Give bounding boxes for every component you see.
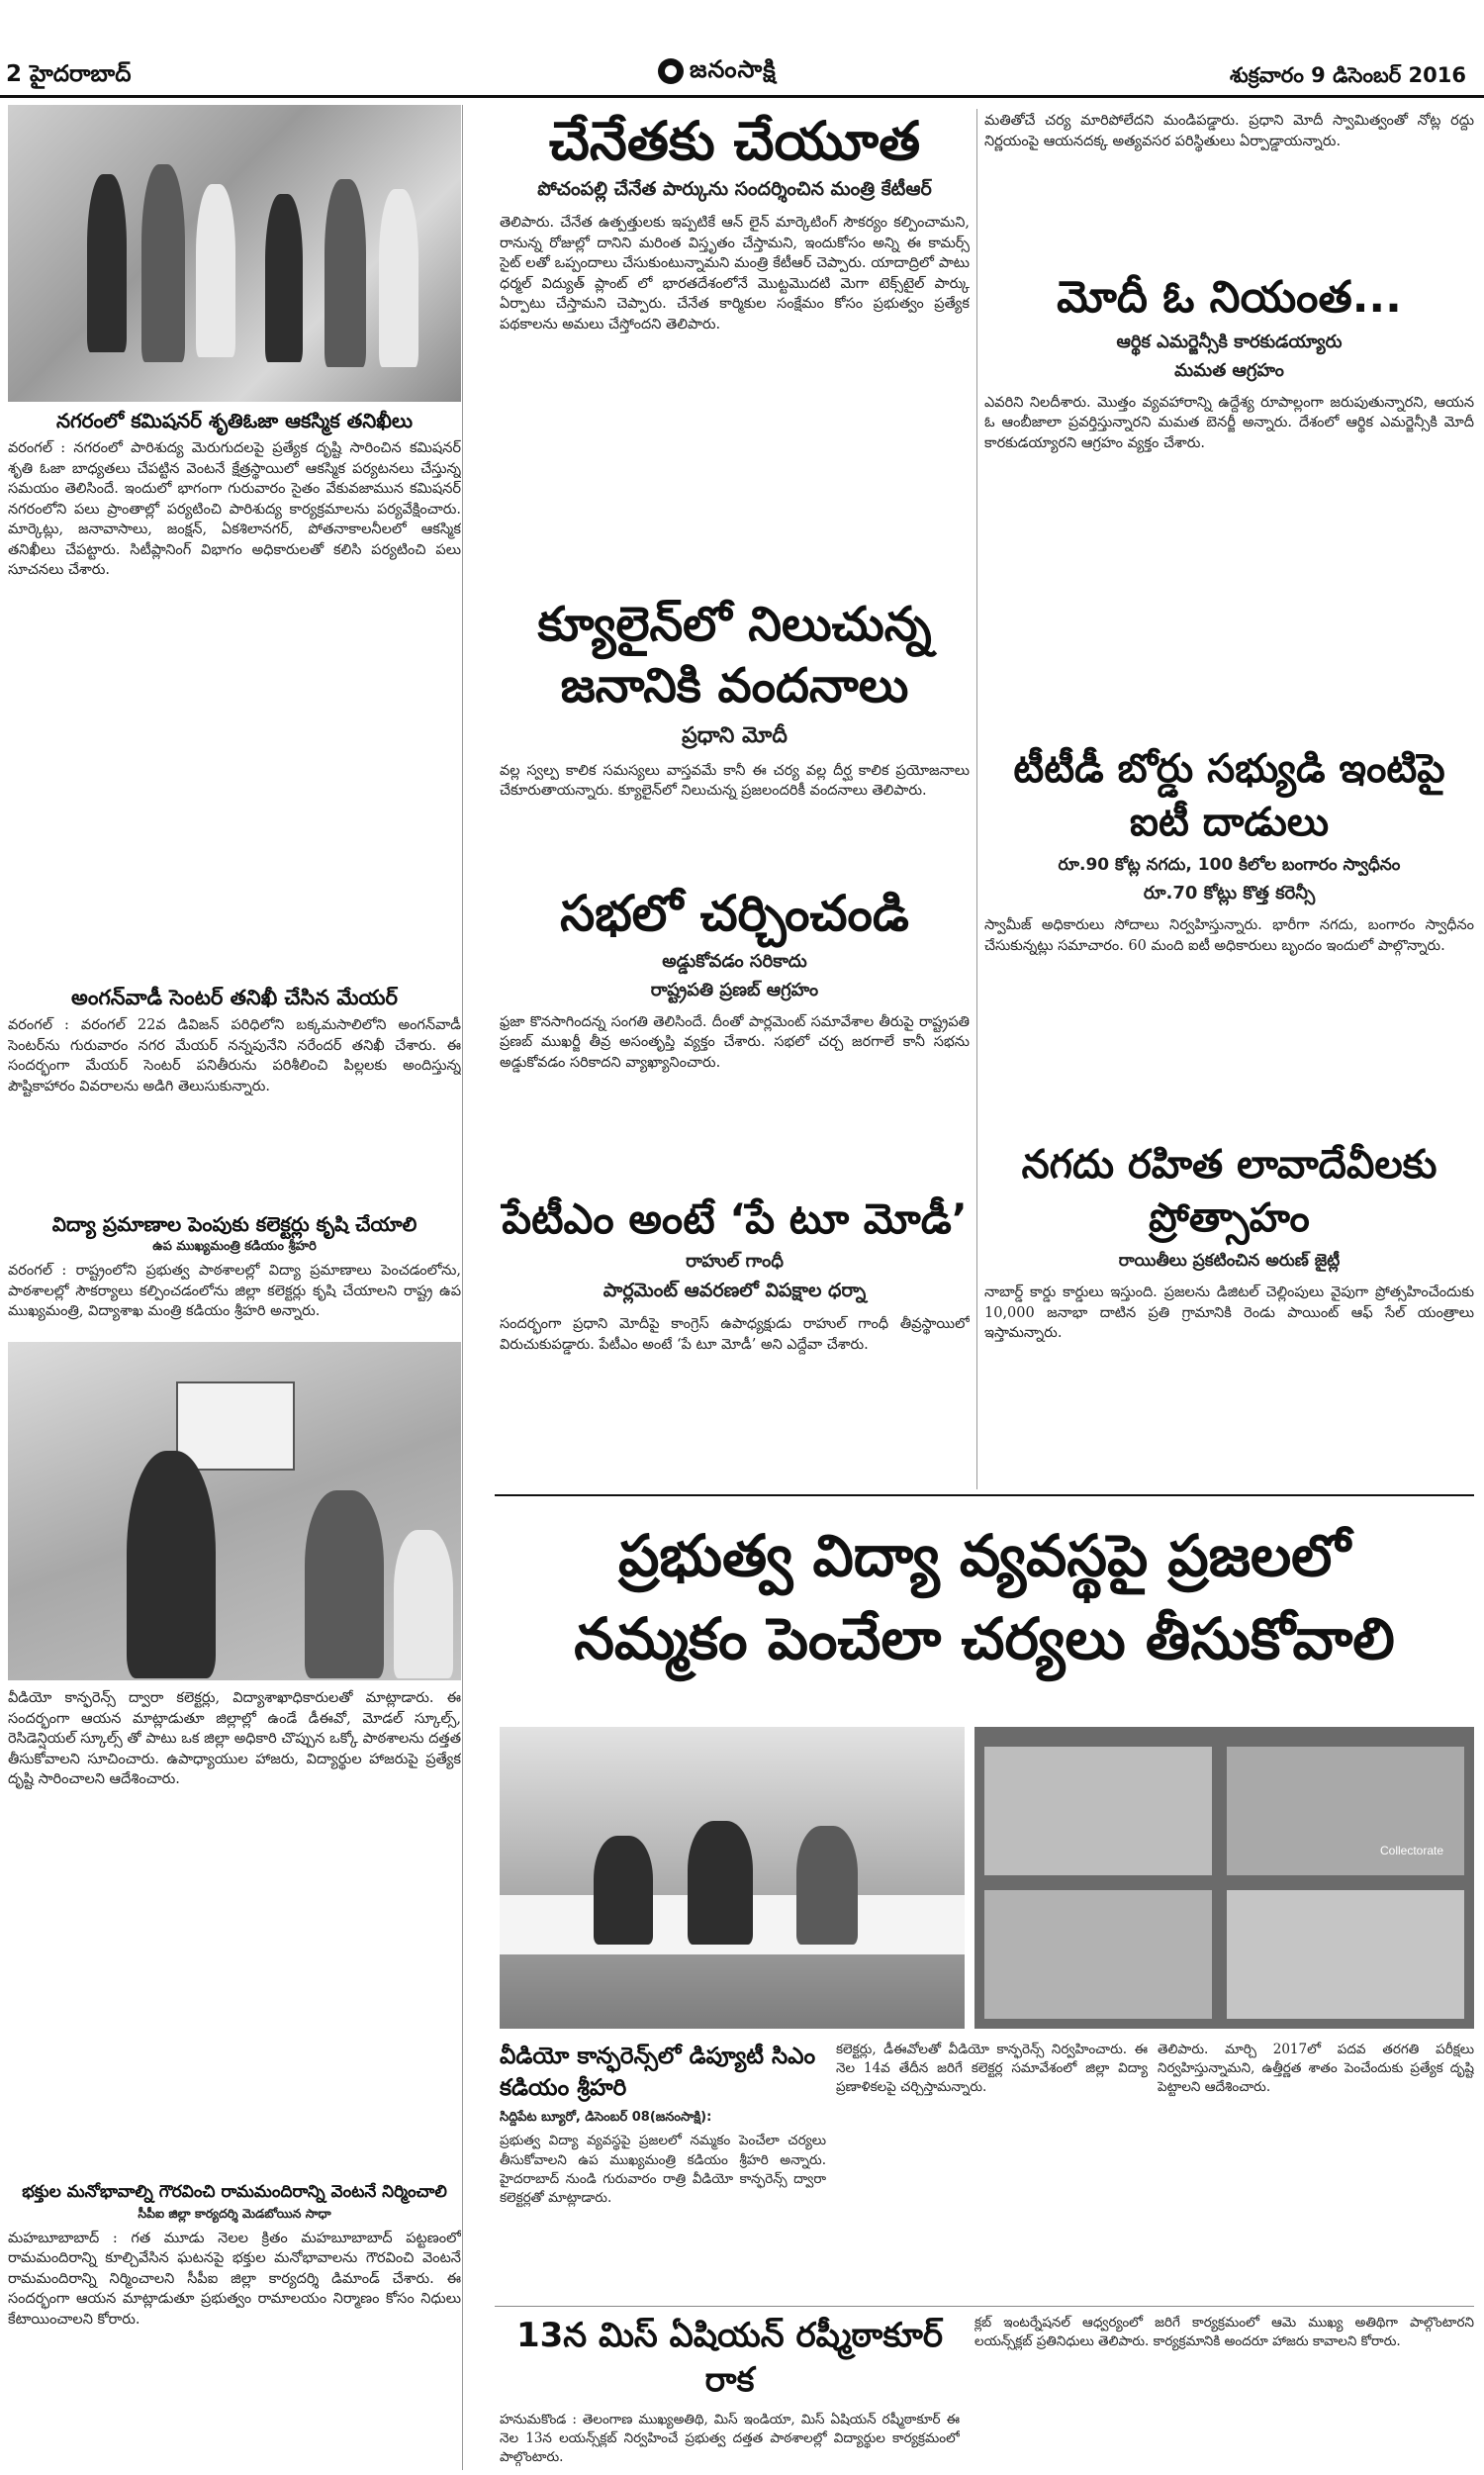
subhead-disrupt: అడ్డుకోవడం సరికాదు bbox=[662, 950, 807, 972]
subhead-dharna: పార్లమెంట్ ఆవరణలో విపక్షాల ధర్నా bbox=[603, 1280, 867, 1302]
story-miss-asian-body: హనుమకొండ : తెలంగాణ ముఖ్యఅతిథి, మిస్ ఇండియా, మిస్ ఏషియన్ రష్మీఠాకూర్ ఈ నెల 13న లయన్స్‌క్లబ్ నిర్వహించే ప్రభుత్వ దత్తత పాఠశాలల్లో విద్యార్థుల కార్యక్రమంలో పాల్గొంటారు. bbox=[500, 2411, 960, 2466]
headline-queue: క్యూలైన్‌లో నిలుచున్న జనానికి వందనాలు bbox=[537, 597, 932, 714]
story-cashless-body: నాబార్డ్ కార్డు కార్డులు ఇస్తుంది. ప్రజలను డిజిటల్ చెల్లింపులు వైపుగా ప్రోత్సహించేందుకు 10,000 జనాభా దాటిన ప్రతి గ్రామానికి రెండు పాయింట్ ఆఫ్ సేల్ యంత్రాలు ఇస్తామన్నారు. bbox=[984, 1285, 1474, 1342]
headline-parliament: సభలో చర్చించండి bbox=[560, 885, 909, 942]
headline-education-standards: విద్యా ప్రమాణాల పెంపుకు కలెక్టర్లు కృషి చేయాలి bbox=[51, 1212, 417, 1236]
headline-anganwadi: అంగన్‌వాడీ సెంటర్ తనిఖీ చేసిన మేయర్ bbox=[71, 986, 398, 1009]
byline-cpi: సీపీఐ జిల్లా కార్యదర్శి మెడబోయిన సాధా bbox=[138, 2205, 331, 2221]
headline-video-conf: వీడియో కాన్ఫరెన్స్‌లో డిప్యూటీ సిఎం కడియం శ్రీహరి bbox=[500, 2044, 816, 2102]
story-video-conf-body-3: తెలిపారు. మార్చి 2017లో పదవ తరగతి పరీక్షలు నిర్వహిస్తున్నామని, ఉత్తీర్ణత శాతం పెంచేందుకు ప్రత్యేక దృష్టి పెట్టాలని ఆదేశించారు. bbox=[1158, 2042, 1474, 2096]
bottom-section-rule bbox=[495, 2306, 1474, 2307]
issue-date: శుక్రవారం 9 డిసెంబర్ 2016 bbox=[1229, 63, 1466, 87]
newspaper-logo bbox=[658, 55, 828, 87]
column-divider bbox=[976, 109, 977, 1489]
headline-modi-dictator: మోదీ ఓ నియంత... bbox=[1057, 272, 1402, 323]
headline-commissioner: నగరంలో కమిషనర్ శృతిఓజా ఆకస్మిక తనిఖీలు bbox=[55, 409, 414, 432]
lead-headline: చేనేతకు చేయూత bbox=[548, 110, 921, 172]
inspection-photo bbox=[8, 105, 461, 402]
story-queue-body: వల్ల స్వల్ప కాలిక సమస్యలు వాస్తవమే కానీ ఈ చర్య వల్ల దీర్ఘ కాలిక ప్రయోజనాలు చేకూరుతాయన్నారు. క్యూలైన్‌లో నిలుచున్న ప్రజలందరికీ వందనాలు తెలిపారు. bbox=[500, 762, 970, 800]
lead-body: తెలిపారు. చేనేత ఉత్పత్తులకు ఇప్పటికే ఆన్ లైన్ మార్కెటింగ్ సౌకర్యం కల్పించామని, రానున్న రోజుల్లో దానిని మరింత విస్తృతం చేస్తామని, ఇందుకోసం అన్ని ఈ కామర్స్ సైట్ లతో ఒప్పందాలు చేసుకుంటున్నామని మంత్రి కేటీఆర్ చెప్పారు. యాదాద్రిలో పాటు ధర్మల్ విద్యుత్ ప్లాంట్ లో భారతదేశంలోనే మొట్టమొదటి మెగా టెక్స్‌టైల్ పార్కు ఏర్పాటు చేస్తామని చెప్పారు. చేనేత కార్మికుల సంక్షేమం కోసం ప్రభుత్వం ప్రత్యేక పథకాలను అమలు చేస్తోందని తెలిపారు. bbox=[500, 215, 970, 333]
byline-kadiyam: ఉప ముఖ్యమంత్రి కడియం శ్రీహరి bbox=[152, 1239, 317, 1254]
story-education-body: వరంగల్ : రాష్ట్రంలోని ప్రభుత్వ పాఠశాలల్లో విద్యా ప్రమాణాలు పెంచడంలోను, పాఠశాలల్లో సౌకర్యాలు కల్పించడంలోను జిల్లా కలెక్టర్లు కృషి చేయాలని రాష్ట్ర ఉప ముఖ్యమంత్రి, విద్యాశాఖ మంత్రి కడియం శ్రీహరి అన్నారు. bbox=[8, 1263, 461, 1320]
story-ram-mandir-body: మహబూబాబాద్ : గత మూడు నెలల క్రితం మహబూబాబాద్ పట్టణంలో రామమందిరాన్ని కూల్చివేసిన ఘటనపై భక్తుల మనోభావాలను గౌరవించి వెంటనే రామమందిరాన్ని నిర్మించాలని సీపీఐ జిల్లా కార్యదర్శి డిమాండ్ చేశారు. ఈ సందర్భంగా ఆయన మాట్లాడుతూ ప్రభుత్వం రామాలయం నిర్మాణం కోసం నిధులు కేటాయించాలని కోరారు. bbox=[8, 2230, 461, 2328]
story-modi-body: ఎవరిని నిలదీశారు. మొత్తం వ్యవహారాన్ని ఉద్దేశ్య రూపాల్లంగా జరుపుతున్నారని, ఆయన ఓ ఆంబీజాలా ప్రవర్తిస్తున్నారని మమత బెనర్జీ అన్నారు. దేశంలో ఆర్థిక ఎమర్జెన్సీకి మోదీ కారకుడయ్యారని ఆగ్రహం వ్యక్తం చేశారు. bbox=[984, 394, 1474, 451]
subhead-president: రాష్ట్రపతి ప్రణబ్ ఆగ్రహం bbox=[650, 979, 819, 1000]
banner-line-2: నమ్మకం పెంచేలా చర్యలు తీసుకోవాలి bbox=[574, 1605, 1395, 1673]
subhead-emergency: ఆర్థిక ఎమర్జెన్సీకి కారకుడయ్యారు bbox=[1116, 331, 1343, 352]
banner-line-1: ప్రభుత్వ విద్యా వ్యవస్థపై ప్రజలలో bbox=[618, 1522, 1350, 1589]
story-miss-asian-body-2: క్లబ్ ఇంటర్నేషనల్ ఆధ్వర్యంలో జరిగే కార్యక్రమంలో ఆమె ముఖ్య అతిథిగా పాల్గొంటారని లయన్స్‌క్లబ్ ప్రతినిధులు తెలిపారు. కార్యక్రమానికి అందరూ హాజరు కావాలని కోరారు. bbox=[974, 2315, 1474, 2350]
story-ttd-body: స్వామీజ్ అధికారులు సోదాలు నిర్వహిస్తున్నారు. భారీగా నగదు, బంగారం స్వాధీనం చేసుకున్నట్లు సమాచారం. 60 మంది ఐటీ అధికారులు బృందం ఇందులో పాల్గొన్నారు. bbox=[984, 917, 1474, 954]
subhead-cash-gold: రూ.90 కోట్ల నగదు, 100 కిలోల బంగారం స్వాధీనం bbox=[1058, 855, 1401, 875]
collectorate-sign: Collectorate bbox=[1380, 1844, 1444, 1857]
video-conference-photo-screens bbox=[974, 1727, 1474, 2029]
headline-cashless: నగదు రహిత లావాదేవీలకు ప్రోత్సాహం bbox=[1021, 1142, 1438, 1241]
subhead-jaitley: రాయితీలు ప్రకటించిన అరుణ్ జైట్లీ bbox=[1118, 1251, 1341, 1271]
subhead-modi: ప్రధాని మోదీ bbox=[682, 722, 788, 748]
headline-ttd: టీటీడీ బోర్డు సభ్యుడి ఇంటిపై ఐటీ దాడులు bbox=[1013, 746, 1445, 845]
story-video-conf-body-2: కలెక్టర్లు, డీఈవోలతో వీడియో కాన్ఫరెన్స్ నిర్వహించారు. ఈ నెల 14వ తేదీన జరిగే కలెక్టర్ల సమావేశంలో జిల్లా విద్యా ప్రణాళికలపై చర్చిస్తామన్నారు. bbox=[836, 2042, 1148, 2096]
subhead-rahul: రాహుల్ గాంధీ bbox=[686, 1251, 784, 1273]
masthead bbox=[0, 0, 1484, 89]
dateline-siddipet: సిద్దిపేట బ్యూరో, డిసెంబర్ 08(జనంసాక్షి): bbox=[500, 2110, 712, 2126]
video-conference-photo-room bbox=[500, 1727, 965, 2029]
subhead-new-currency: రూ.70 కోట్లు కొత్త కరెన్సీ bbox=[1143, 883, 1316, 904]
page-number-city: 2 హైదరాబాద్ bbox=[6, 61, 132, 87]
story-parliament-body: ఫ్రజా కొనసాగిందన్న సంగతి తెలిసిందే. దీంతో పార్లమెంట్ సమావేశాల తీరుపై రాష్ట్రపతి ప్రణబ్ ముఖర్జీ తీవ్ర అసంతృప్తి వ్యక్తం చేశారు. సభలో చర్చ జరగాలే కానీ సభను అడ్డుకోవడం సరికాదని వ్యాఖ్యానించారు. bbox=[500, 1013, 970, 1071]
left-column bbox=[6, 105, 463, 2470]
masthead-rule bbox=[0, 95, 1484, 98]
story-video-conf-body-1: ప్రభుత్వ విద్యా వ్యవస్థపై ప్రజలలో నమ్మకం పెంచేలా చర్యలు తీసుకోవాలని ఉప ముఖ్యమంత్రి కడియం శ్రీహరి అన్నారు. హైదరాబాద్ నుండి గురువారం రాత్రి వీడియో కాన్ఫరెన్స్ ద్వారా కలెక్టర్లతో మాట్లాడారు. bbox=[500, 2133, 826, 2206]
story-paytm-body: సందర్భంగా ప్రధాని మోదీపై కాంగ్రెస్ ఉపాధ్యక్షుడు రాహుల్ గాంధీ తీవ్రస్థాయిలో విరుచుకుపడ్డారు. పేటీఎం అంటే ‘పే టూ మోడీ’ అని ఎద్దేవా చేశారు. bbox=[500, 1316, 970, 1353]
subhead-mamata: మమత ఆగ్రహం bbox=[1174, 359, 1284, 381]
banner-top-rule bbox=[495, 1494, 1474, 1496]
logo-text: జనంసాక్షి bbox=[690, 53, 777, 83]
headline-ram-mandir: భక్తుల మనోభావాల్ని గౌరవించి రామమందిరాన్ని వెంటనే నిర్మించాలి bbox=[22, 2182, 447, 2202]
classroom-photo bbox=[8, 1342, 461, 1680]
lead-subhead: పోచంపల్లి చేనేత పార్కును సందర్శించిన మంత్రి కేటీఆర్ bbox=[537, 178, 932, 201]
headline-miss-asian: 13న మిస్ ఏషియన్ రష్మీఠాకూర్ రాక bbox=[515, 2316, 944, 2400]
story-modi-top-body: మతితోచే చర్య మారిపోలేదని మండిపడ్డారు. ప్రధాని మోదీ స్వామిత్వంతో నోట్ల రద్దు నిర్ణయంపై ఆయనదక్క అత్యవసర పరిస్థితులు ఏర్పాడ్డాయన్నారు. bbox=[984, 113, 1474, 149]
headline-paytm: పేటీఎం అంటే ‘పే టూ మోడీ’ bbox=[502, 1194, 968, 1243]
story-video-conf-left-body: వీడియో కాన్ఫరెన్స్ ద్వారా కలెక్టర్లు, విద్యాశాఖాధికారులతో మాట్లాడారు. ఈ సందర్భంగా ఆయన మాట్లాడుతూ జిల్లాల్లో ఉండే డీఈవో, మోడల్ స్కూల్స్, రెసిడెన్షియల్ స్కూల్స్ తో పాటు ఒక జిల్లా అధికారి చొప్పున ఒక్కో పాఠశాలను దత్తత తీసుకోవాలని సూచించారు. ఉపాధ్యాయుల హాజరు, విద్యార్థుల హాజరుపై ప్రత్యేక దృష్టి సారించాలని ఆదేశించారు. bbox=[8, 1690, 461, 1788]
story-anganwadi-body: వరంగల్ : వరంగల్ 22వ డివిజన్ పరిధిలోని బక్కమసాలిలోని అంగన్‌వాడీ సెంటర్‌ను గురువారం నగర మేయర్ నన్నపునేని నరేందర్ తనిఖీ చేశారు. ఈ సందర్భంగా మేయర్ సెంటర్ పనితీరును పరిశీలించి పిల్లలకు అందిస్తున్న పౌష్టికాహారం వివరాలను అడిగి తెలుసుకున్నారు. bbox=[8, 1017, 461, 1095]
logo-emblem-icon bbox=[658, 58, 684, 84]
story-commissioner-body: వరంగల్ : నగరంలో పారిశుద్య మెరుగుదలపై ప్రత్యేక దృష్టి సారించిన కమిషనర్ శృతి ఓజా బాధ్యతలు చేపట్టిన వెంటనే క్షేత్రస్థాయిలో ఆకస్మిక పర్యటనలు చేస్తున్న సమయం తెలిసిందే. ఇందులో భాగంగా గురువారం సైతం వేకువజామున కమిషనర్ నగరంలోని పలు ప్రాంతాల్లో పర్యటించి పారిశుద్య కార్యక్రమాలను పర్యవేక్షించారు. మార్కెట్లు, జనావాసాలు, జంక్షన్, ఏకశిలానగర్, పోతనాకాలనీలలో ఆకస్మిక తనిఖీలు చేపట్టారు. సిటీప్లానింగ్ విభాగం అధికారులతో కలిసి పర్యటించి పలు సూచనలు చేశారు. bbox=[8, 440, 461, 579]
